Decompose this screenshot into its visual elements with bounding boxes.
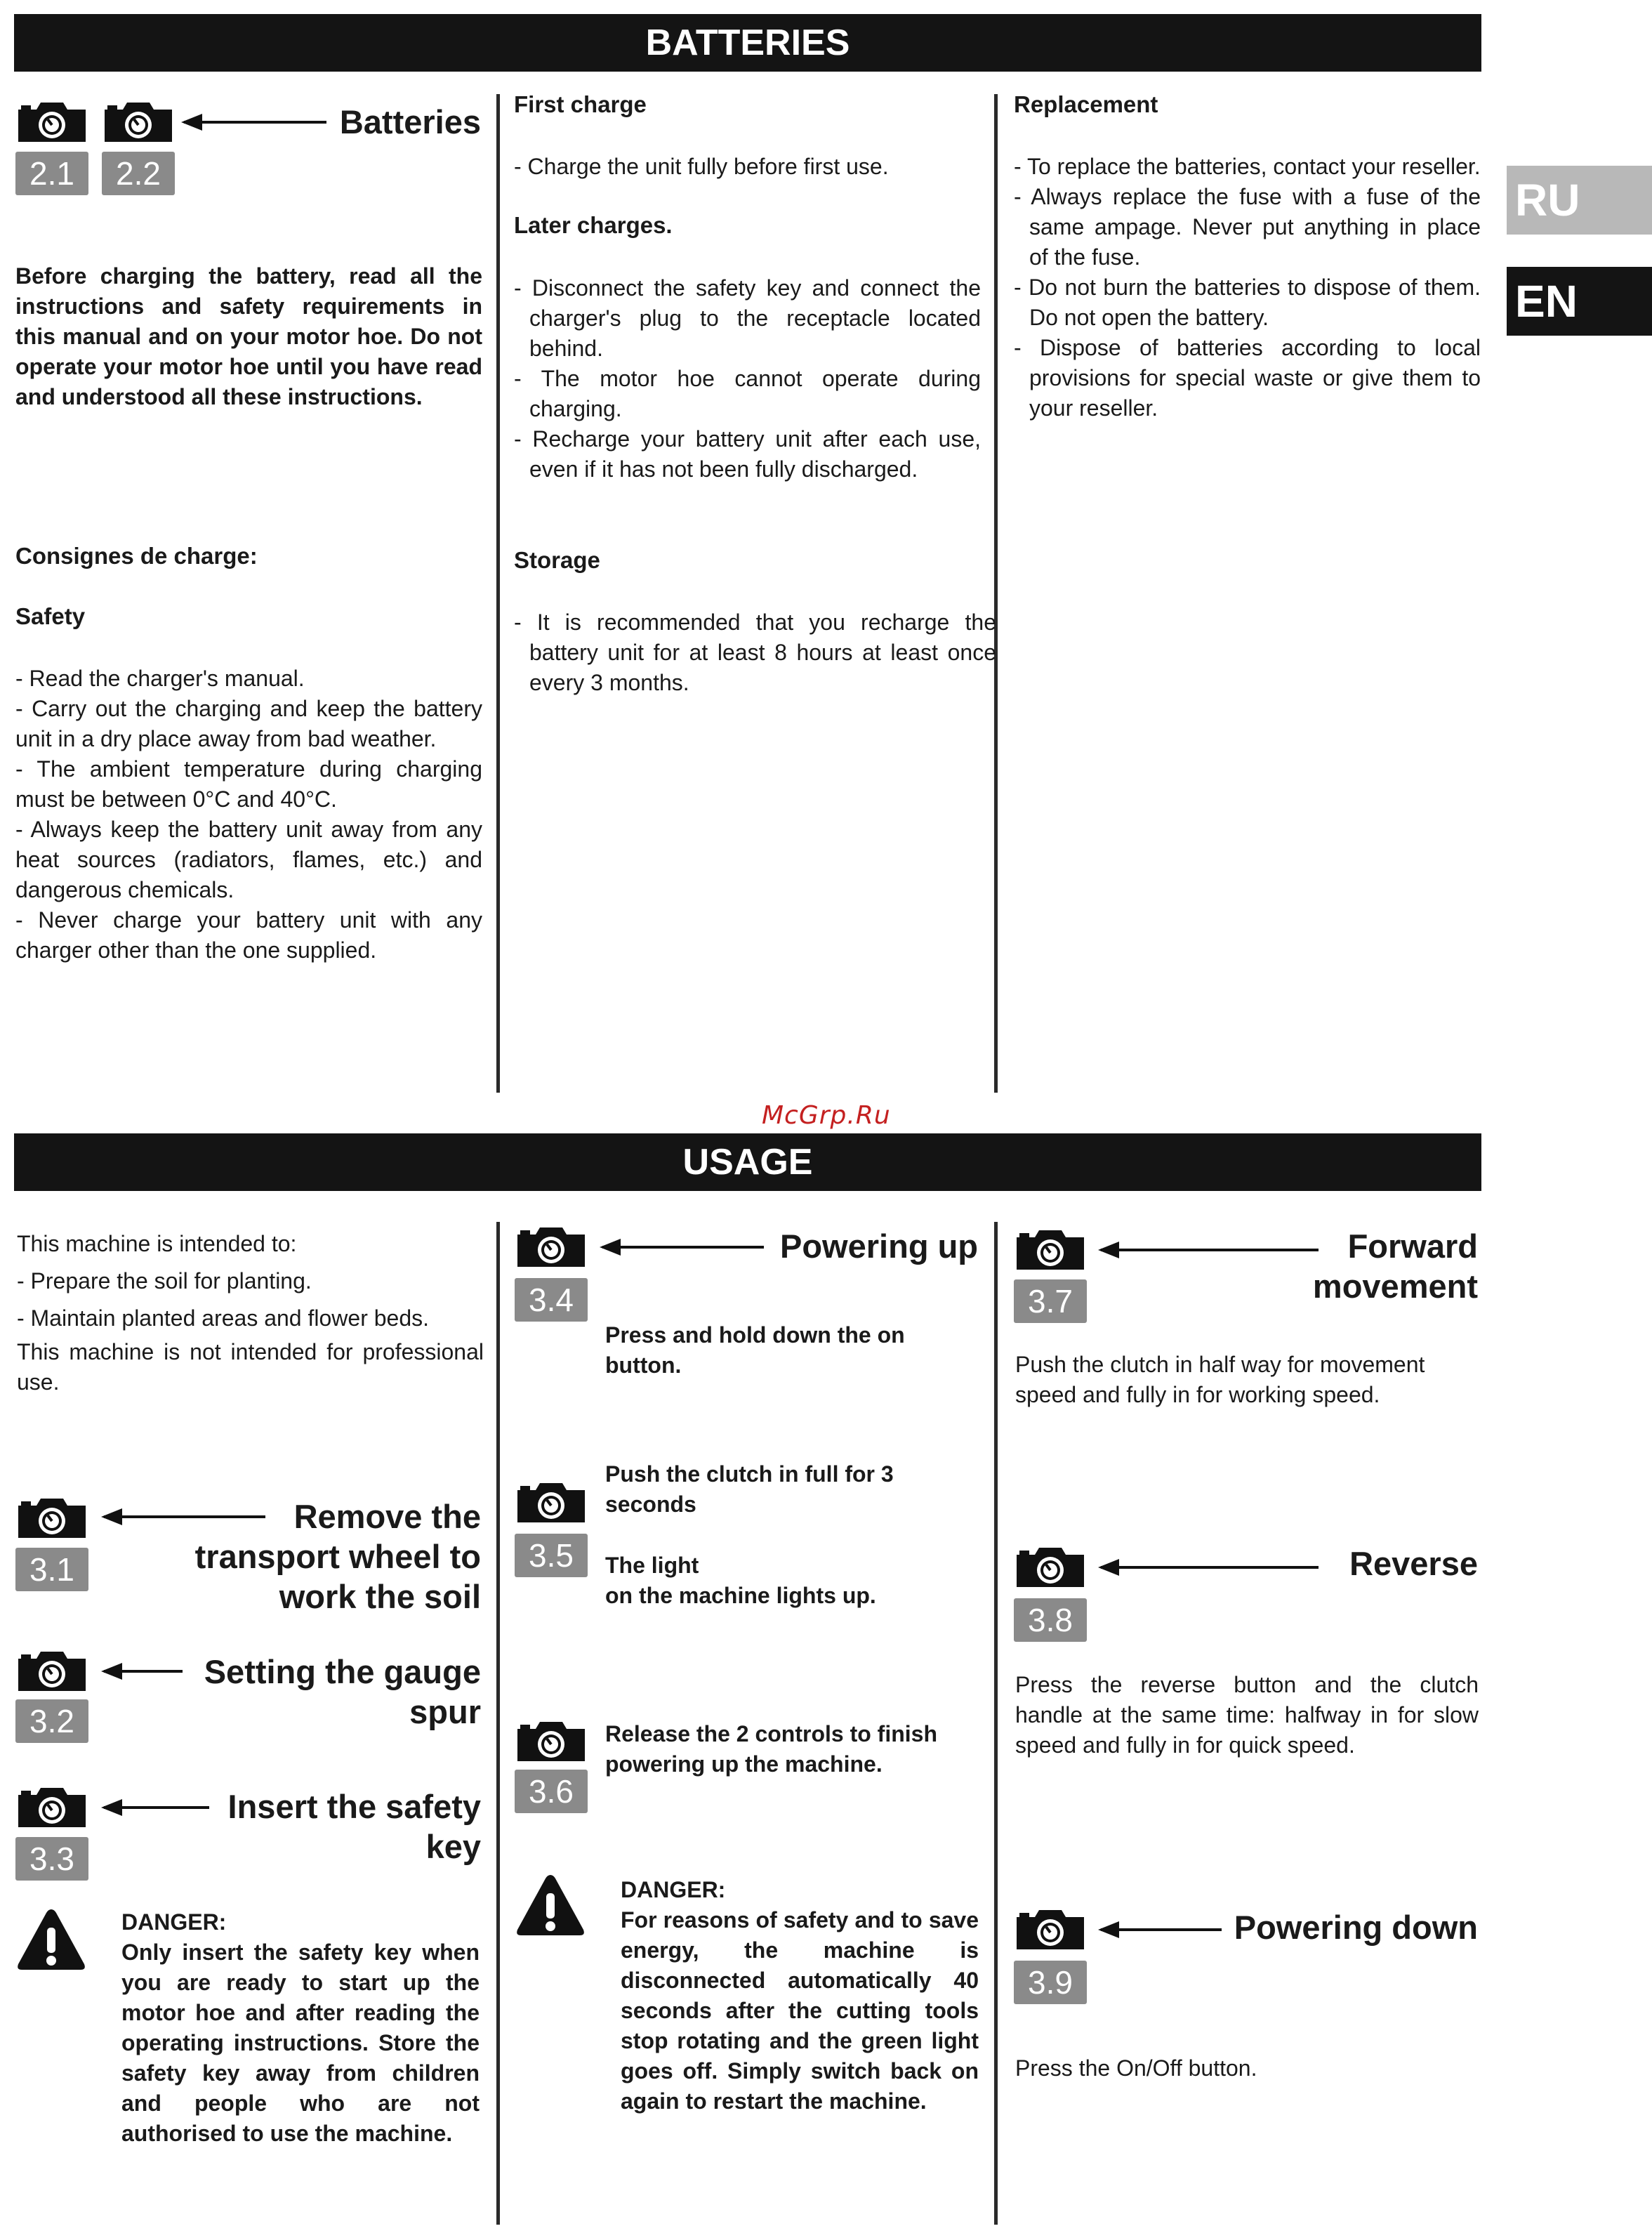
list-item: - The ambient temperature during charging must be between 0°C and 40°C. [15, 756, 482, 812]
text-line: The light [605, 1553, 699, 1578]
batteries-intro: Before charging the battery, read all the instructions and safety requirements in this manual and on your motor hoe. Do not operate your motor hoe until you have read and understood all these instructions. [15, 263, 482, 409]
step-3-7-title [1236, 1226, 1478, 1306]
camera-icon [102, 98, 175, 143]
batteries-banner: BATTERIES [14, 14, 1481, 72]
language-tab-ru[interactable]: RU [1507, 166, 1652, 235]
list-item: - Charge the unit fully before first use. [514, 154, 889, 179]
language-tab-en[interactable]: EN [1507, 267, 1652, 336]
camera-icon [515, 1479, 588, 1524]
title-line: transport wheel to [194, 1538, 481, 1575]
camera-icon [1014, 1906, 1087, 1951]
first-charge-heading: First charge [514, 91, 647, 117]
step-3-8-title: Reverse [1349, 1545, 1478, 1582]
step-3-6-text: Release the 2 controls to finish powering up the machine. [605, 1721, 937, 1777]
later-charges-list [514, 273, 981, 485]
arrow-left-icon [602, 1246, 764, 1249]
batteries-title: Batteries [339, 103, 481, 140]
step-3-8-text: Press the reverse button and the clutch handle at the same time: halfway in for slow speed and fully in for quick speed. [1015, 1672, 1479, 1758]
camera-icon [15, 1494, 88, 1539]
list-item: - The motor hoe cannot operate during charging. [514, 366, 981, 421]
title-line: movement [1312, 1268, 1478, 1305]
warning-icon [15, 1907, 87, 1973]
camera-icon [15, 98, 88, 143]
list-item: - Recharge your battery unit after each use, even if it has not been fully discharged. [514, 426, 981, 482]
camera-icon [515, 1223, 588, 1268]
step-3-9-text: Press the On/Off button. [1015, 2055, 1257, 2081]
replacement-list [1014, 152, 1481, 423]
step-3-9-title: Powering down [1234, 1909, 1478, 1946]
title-line: Setting the gauge [204, 1653, 481, 1690]
figure-badge: 3.7 [1014, 1279, 1087, 1323]
list-item: - Maintain planted areas and flower beds. [17, 1305, 430, 1331]
later-charges-heading: Later charges. [514, 212, 673, 238]
title-line: spur [409, 1693, 481, 1730]
storage-heading: Storage [514, 547, 600, 573]
danger-text: Only insert the safety key when you are ready to start up the motor hoe and after reading the operating instructions. Store the safety key away from children and people who are not authorised to use the machine. [121, 1940, 480, 2146]
camera-icon [1014, 1543, 1087, 1588]
title-line: work the soil [279, 1578, 481, 1615]
list-item: - Prepare the soil for planting. [17, 1268, 312, 1294]
step-3-4-text: Press and hold down the on button. [605, 1322, 905, 1378]
list-item: This machine is intended to: [17, 1231, 297, 1256]
safety-list [15, 664, 482, 966]
figure-badge: 3.3 [15, 1837, 88, 1881]
title-line: key [425, 1828, 481, 1865]
camera-icon [1014, 1226, 1087, 1271]
step-3-2-title [126, 1652, 481, 1732]
list-item: This machine is not intended for professional use. [17, 1339, 484, 1395]
warning-icon [515, 1872, 586, 1938]
figure-badge: 2.1 [15, 152, 88, 195]
step-3-5-note [605, 1551, 970, 1611]
list-item: - Do not burn the batteries to dispose of them. Do not open the battery. [1014, 275, 1481, 330]
list-item: - Never charge your battery unit with any charger other than the one supplied. [15, 907, 482, 963]
step-3-5-text: Push the clutch in full for 3 seconds [605, 1461, 894, 1517]
list-item: - Carry out the charging and keep the battery unit in a dry place away from bad weather. [15, 696, 482, 751]
figure-badge: 3.6 [515, 1770, 588, 1813]
step-3-4-title: Powering up [780, 1227, 978, 1265]
camera-icon [515, 1718, 588, 1763]
list-item: - Dispose of batteries according to local provisions for special waste or give them to your reseller. [1014, 335, 1481, 421]
figure-badge: 3.5 [515, 1534, 588, 1577]
danger-label: DANGER: [621, 1877, 726, 1902]
camera-icon [15, 1784, 88, 1829]
usage-banner: USAGE [14, 1133, 1481, 1191]
figure-badge: 3.1 [15, 1548, 88, 1591]
title-line: Forward [1347, 1227, 1478, 1265]
list-item: - Always replace the fuse with a fuse of the same ampage. Never put anything in place of the fuse. [1014, 184, 1481, 270]
figure-badge: 2.2 [102, 152, 175, 195]
step-3-1-title [126, 1496, 481, 1617]
usage-intro [17, 1225, 484, 1397]
arrow-left-icon [184, 121, 326, 124]
figure-badge: 3.8 [1014, 1598, 1087, 1642]
step-3-3-title [126, 1786, 481, 1867]
figure-badge: 3.4 [515, 1278, 588, 1322]
camera-icon [15, 1647, 88, 1692]
list-item: - Read the charger's manual. [15, 666, 305, 691]
arrow-left-icon [1101, 1928, 1222, 1931]
step-3-7-text: Push the clutch in half way for movement speed and fully in for working speed. [1015, 1352, 1425, 1407]
column-divider [994, 94, 998, 1093]
column-divider [994, 1222, 998, 2225]
title-line: Remove the [293, 1498, 481, 1535]
safety-heading: Safety [15, 603, 86, 629]
figure-badge: 3.9 [1014, 1961, 1087, 2004]
title-line: Insert the safety [227, 1788, 481, 1825]
danger-label: DANGER: [121, 1909, 227, 1935]
list-item: - To replace the batteries, contact your reseller. [1014, 154, 1481, 179]
list-item: - Always keep the battery unit away from any heat sources (radiators, flames, etc.) and dangerous chemicals. [15, 817, 482, 902]
column-divider [496, 94, 500, 1093]
danger-text: For reasons of safety and to save energy, the machine is disconnected automatically 40 seconds after the cutting tools stop rotating and the green light goes off. Simply switch back on again to restart the machine. [621, 1907, 979, 2114]
list-item: - It is recommended that you recharge the battery unit for at least 8 hours at least once every 3 months. [514, 610, 996, 695]
watermark: McGrp.Ru [762, 1101, 891, 1130]
column-divider [496, 1222, 500, 2225]
list-item: - Disconnect the safety key and connect the charger's plug to the receptacle located behind. [514, 275, 981, 361]
text-line: on the machine lights up. [605, 1583, 876, 1608]
replacement-heading: Replacement [1014, 91, 1158, 117]
consignes-heading: Consignes de charge: [15, 543, 258, 569]
figure-badge: 3.2 [15, 1699, 88, 1743]
